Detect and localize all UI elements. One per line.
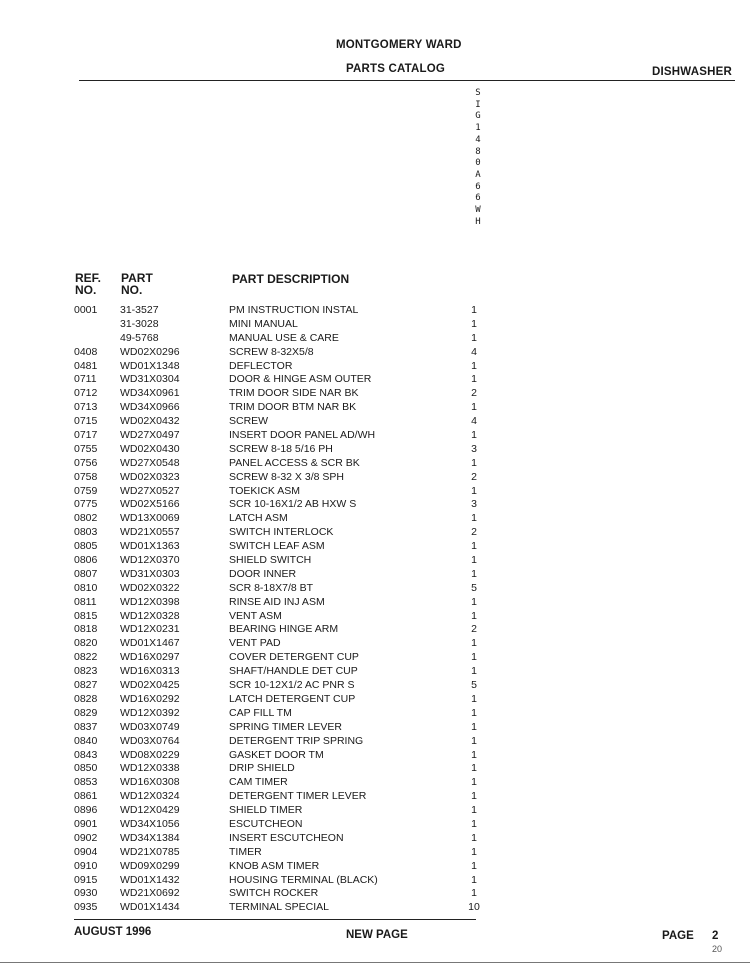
description-cell: CAM TIMER [229,776,288,789]
part-no-cell: WD27X0548 [120,456,180,469]
quantity-cell: 1 [471,331,477,344]
table-row [0,749,750,763]
table-row [0,874,750,888]
model-letter: 8 [475,146,481,157]
part-no-cell: WD01X1467 [120,637,180,650]
ref-no-cell: 0829 [74,706,98,719]
description-cell: SCR 10-16X1/2 AB HXW S [229,498,357,511]
part-no-cell: WD12X0429 [120,804,180,817]
ref-no-cell: 0820 [74,637,98,650]
model-letter: 6 [475,181,481,192]
part-no-cell: WD27X0527 [120,484,180,497]
table-row [0,526,750,540]
part-no-cell: WD02X0322 [120,581,180,594]
part-no-cell: WD01X1348 [120,359,180,372]
description-cell: LATCH ASM [229,512,288,525]
description-cell: LATCH DETERGENT CUP [229,692,356,705]
ref-no-cell: 0915 [74,873,98,886]
part-no-cell: WD12X0231 [120,623,180,636]
description-cell: SHIELD SWITCH [229,554,312,567]
product-type: DISHWASHER [652,66,732,78]
model-letter: I [475,99,481,110]
part-no-cell: WD02X0323 [120,470,180,483]
ref-no-cell: 0713 [74,401,98,414]
description-cell: DEFLECTOR [229,359,293,372]
description-cell: VENT PAD [229,637,281,650]
table-row [0,596,750,610]
description-cell: INSERT ESCUTCHEON [229,831,344,844]
ref-no-cell: 0853 [74,776,98,789]
ref-no-cell: 0803 [74,526,98,539]
quantity-cell: 5 [471,679,477,692]
description-cell: SCR 10-12X1/2 AC PNR S [229,679,355,692]
quantity-cell: 1 [471,637,477,650]
quantity-cell: 1 [471,831,477,844]
description-cell: SWITCH INTERLOCK [229,526,334,539]
ref-no-cell: 0712 [74,387,98,400]
quantity-cell: 1 [471,845,477,858]
quantity-cell: 1 [471,484,477,497]
ref-no-cell: 0896 [74,804,98,817]
quantity-cell: 3 [471,442,477,455]
table-row [0,457,750,471]
table-row [0,568,750,582]
page-label: PAGE [662,930,694,942]
footer-date: AUGUST 1996 [74,926,152,938]
description-cell: DETERGENT TIMER LEVER [229,790,367,803]
table-row [0,512,750,526]
quantity-cell: 1 [471,762,477,775]
quantity-cell: 1 [471,804,477,817]
description-cell: SPRING TIMER LEVER [229,720,342,733]
ref-no-cell: 0840 [74,734,98,747]
description-cell: RINSE AID INJ ASM [229,595,325,608]
quantity-cell: 1 [471,692,477,705]
description-cell: SWITCH LEAF ASM [229,540,325,553]
ref-no-heading: REF. NO. [75,271,102,297]
table-row [0,679,750,693]
ref-no-cell: 0828 [74,692,98,705]
table-row [0,832,750,846]
part-no-cell: WD12X0392 [120,706,180,719]
table-row [0,846,750,860]
description-cell: SWITCH ROCKER [229,887,319,900]
part-no-cell: WD27X0497 [120,429,180,442]
description-cell: DOOR INNER [229,567,297,580]
part-no-cell: WD12X0324 [120,790,180,803]
table-row [0,304,750,318]
model-letter: A [475,169,481,180]
ref-no-cell: 0827 [74,679,98,692]
quantity-cell: 1 [471,373,477,386]
ref-no-cell: 0758 [74,470,98,483]
table-row [0,332,750,346]
quantity-cell: 1 [471,554,477,567]
footer-rule [74,919,476,920]
quantity-cell: 1 [471,304,477,316]
ref-no-cell: 0807 [74,567,98,580]
table-row [0,790,750,804]
table-row [0,762,750,776]
ref-no-cell: 0818 [74,623,98,636]
description-cell: TIMER [229,845,262,858]
part-description-heading: PART DESCRIPTION [232,272,350,286]
part-no-cell: WD03X0764 [120,734,180,747]
part-no-cell: WD12X0370 [120,554,180,567]
part-no-cell: 31-3028 [120,317,159,330]
table-row [0,637,750,651]
handwritten-mark: 20 [712,944,723,954]
ref-no-cell: 0815 [74,609,98,622]
ref-no-cell: 0935 [74,901,98,914]
ref-no-cell: 0930 [74,887,98,900]
ref-no-cell: 0755 [74,442,98,455]
quantity-cell: 4 [471,415,477,428]
model-letter: H [475,216,481,227]
description-cell: DOOR & HINGE ASM OUTER [229,373,372,386]
description-cell: SCREW 8-18 5/16 PH [229,442,333,455]
ref-no-cell: 0756 [74,456,98,469]
ref-no-cell: 0823 [74,665,98,678]
ref-no-cell: 0837 [74,720,98,733]
table-row [0,346,750,360]
part-no-cell: WD31X0304 [120,373,180,386]
description-cell: PANEL ACCESS & SCR BK [229,456,360,469]
part-no-cell: WD16X0292 [120,692,180,705]
part-no-cell: WD01X1434 [120,901,180,914]
quantity-cell: 1 [471,401,477,414]
table-row [0,804,750,818]
part-no-cell: WD31X0303 [120,567,180,580]
table-row [0,318,750,332]
description-cell: ESCUTCHEON [229,817,303,830]
part-no-cell: WD12X0328 [120,609,180,622]
quantity-cell: 1 [471,429,477,442]
company-name: MONTGOMERY WARD [336,39,462,51]
table-row [0,818,750,832]
quantity-cell: 1 [471,317,477,330]
ref-no-cell: 0759 [74,484,98,497]
ref-no-cell: 0904 [74,845,98,858]
quantity-cell: 2 [471,623,477,636]
part-no-cell: WD02X0296 [120,345,180,358]
table-row [0,485,750,499]
parts-list [0,304,750,915]
table-row [0,443,750,457]
description-cell: MINI MANUAL [229,317,298,330]
ref-no-cell: 0910 [74,859,98,872]
part-no-cell: WD02X0430 [120,442,180,455]
model-letter: 0 [475,158,481,169]
description-cell: DETERGENT TRIP SPRING [229,734,364,747]
ref-no-cell: 0850 [74,762,98,775]
part-no-cell: WD12X0338 [120,762,180,775]
part-no-cell: WD01X1363 [120,540,180,553]
quantity-cell: 5 [471,581,477,594]
model-letter: G [475,111,481,122]
description-cell: SCR 8-18X7/8 BT [229,581,314,594]
part-no-cell: WD34X0966 [120,401,180,414]
ref-no-cell: 0902 [74,831,98,844]
ref-no-cell: 0715 [74,415,98,428]
quantity-cell: 4 [471,345,477,358]
quantity-cell: 1 [471,734,477,747]
part-no-cell: WD21X0557 [120,526,180,539]
ref-no-cell: 0843 [74,748,98,761]
description-cell: DRIP SHIELD [229,762,295,775]
part-no-cell: WD21X0692 [120,887,180,900]
ref-no-cell: 0811 [74,595,97,608]
table-row [0,721,750,735]
table-row [0,498,750,512]
table-row [0,554,750,568]
table-row [0,693,750,707]
new-page-label: NEW PAGE [346,929,408,941]
description-cell: INSERT DOOR PANEL AD/WH [229,429,376,442]
quantity-cell: 1 [471,595,477,608]
part-no-heading: PART NO. [121,271,153,297]
quantity-cell: 1 [471,359,477,372]
ref-no-cell: 0822 [74,651,98,664]
quantity-cell: 1 [471,456,477,469]
description-cell: MANUAL USE & CARE [229,331,339,344]
description-cell: SCREW 8-32X5/8 [229,345,314,358]
part-no-cell: WD16X0297 [120,651,180,664]
table-row [0,471,750,485]
part-no-cell: WD16X0313 [120,665,180,678]
quantity-cell: 1 [471,720,477,733]
table-row [0,623,750,637]
table-row [0,860,750,874]
part-no-cell: WD08X0229 [120,748,180,761]
quantity-cell: 1 [471,887,477,900]
quantity-cell: 1 [471,665,477,678]
quantity-cell: 1 [471,512,477,525]
description-cell: SCREW 8-32 X 3/8 SPH [229,470,344,483]
description-cell: SCREW [229,415,269,428]
quantity-cell: 1 [471,859,477,872]
table-row [0,387,750,401]
table-row [0,665,750,679]
model-letter: 4 [475,134,481,145]
part-no-cell: WD02X0425 [120,679,180,692]
quantity-cell: 2 [471,387,477,400]
quantity-cell: 3 [471,498,477,511]
description-cell: HOUSING TERMINAL (BLACK) [229,873,378,886]
part-no-cell: WD34X1384 [120,831,180,844]
description-cell: TRIM DOOR BTM NAR BK [229,401,357,414]
ref-no-cell: 0408 [74,345,98,358]
ref-no-cell: 0806 [74,554,98,567]
table-row [0,651,750,665]
quantity-cell: 1 [471,748,477,761]
quantity-cell: 1 [471,609,477,622]
quantity-cell: 1 [471,706,477,719]
part-no-cell: WD21X0785 [120,845,180,858]
description-cell: SHAFT/HANDLE DET CUP [229,665,358,678]
model-letter: S [475,88,481,98]
quantity-cell: 1 [471,817,477,830]
catalog-title: PARTS CATALOG [346,63,446,75]
description-cell: GASKET DOOR TM [229,748,324,761]
header-rule [79,80,735,81]
quantity-cell: 1 [471,873,477,886]
part-no-cell: 49-5768 [120,331,159,344]
table-row [0,707,750,721]
table-row [0,735,750,749]
description-cell: CAP FILL TM [229,706,292,719]
quantity-cell: 1 [471,776,477,789]
part-no-cell: WD34X1056 [120,817,180,830]
part-no-cell: WD09X0299 [120,859,180,872]
description-cell: KNOB ASM TIMER [229,859,320,872]
table-row [0,582,750,596]
description-cell: COVER DETERGENT CUP [229,651,359,664]
page-number: 2 [712,930,719,942]
part-no-cell: WD13X0069 [120,512,180,525]
description-cell: TOEKICK ASM [229,484,300,497]
part-no-cell: WD03X0749 [120,720,180,733]
bottom-edge-rule [0,962,750,963]
part-no-cell: WD02X5166 [120,498,180,511]
quantity-cell: 10 [468,901,480,914]
model-number-vertical [472,88,484,228]
table-row [0,429,750,443]
quantity-cell: 1 [471,790,477,803]
description-cell: PM INSTRUCTION INSTAL [229,304,359,316]
table-row [0,415,750,429]
ref-no-cell: 0717 [74,429,98,442]
table-row [0,610,750,624]
quantity-cell: 2 [471,470,477,483]
ref-no-cell: 0711 [74,373,97,386]
ref-no-cell: 0775 [74,498,98,511]
quantity-cell: 1 [471,651,477,664]
quantity-cell: 2 [471,526,477,539]
ref-no-cell: 0861 [74,790,98,803]
ref-no-cell: 0901 [74,817,98,830]
ref-no-cell: 0810 [74,581,98,594]
table-row [0,360,750,374]
part-no-cell: WD16X0308 [120,776,180,789]
model-letter: 6 [475,193,481,204]
ref-no-cell: 0805 [74,540,98,553]
table-row [0,901,750,915]
quantity-cell: 1 [471,567,477,580]
table-row [0,540,750,554]
description-cell: BEARING HINGE ARM [229,623,339,636]
part-no-cell: WD12X0398 [120,595,180,608]
description-cell: VENT ASM [229,609,282,622]
table-row [0,887,750,901]
ref-no-cell: 0481 [74,359,98,372]
part-no-cell: WD01X1432 [120,873,180,886]
description-cell: TRIM DOOR SIDE NAR BK [229,387,359,400]
model-letter: 1 [475,123,481,134]
part-no-cell: 31-3527 [120,304,159,316]
part-no-cell: WD02X0432 [120,415,180,428]
description-cell: SHIELD TIMER [229,804,303,817]
description-cell: TERMINAL SPECIAL [229,901,329,914]
part-no-cell: WD34X0961 [120,387,180,400]
ref-no-cell: 0001 [74,304,98,316]
quantity-cell: 1 [471,540,477,553]
table-row [0,776,750,790]
table-row [0,401,750,415]
table-row [0,373,750,387]
ref-no-cell: 0802 [74,512,98,525]
model-letter: W [475,205,481,216]
